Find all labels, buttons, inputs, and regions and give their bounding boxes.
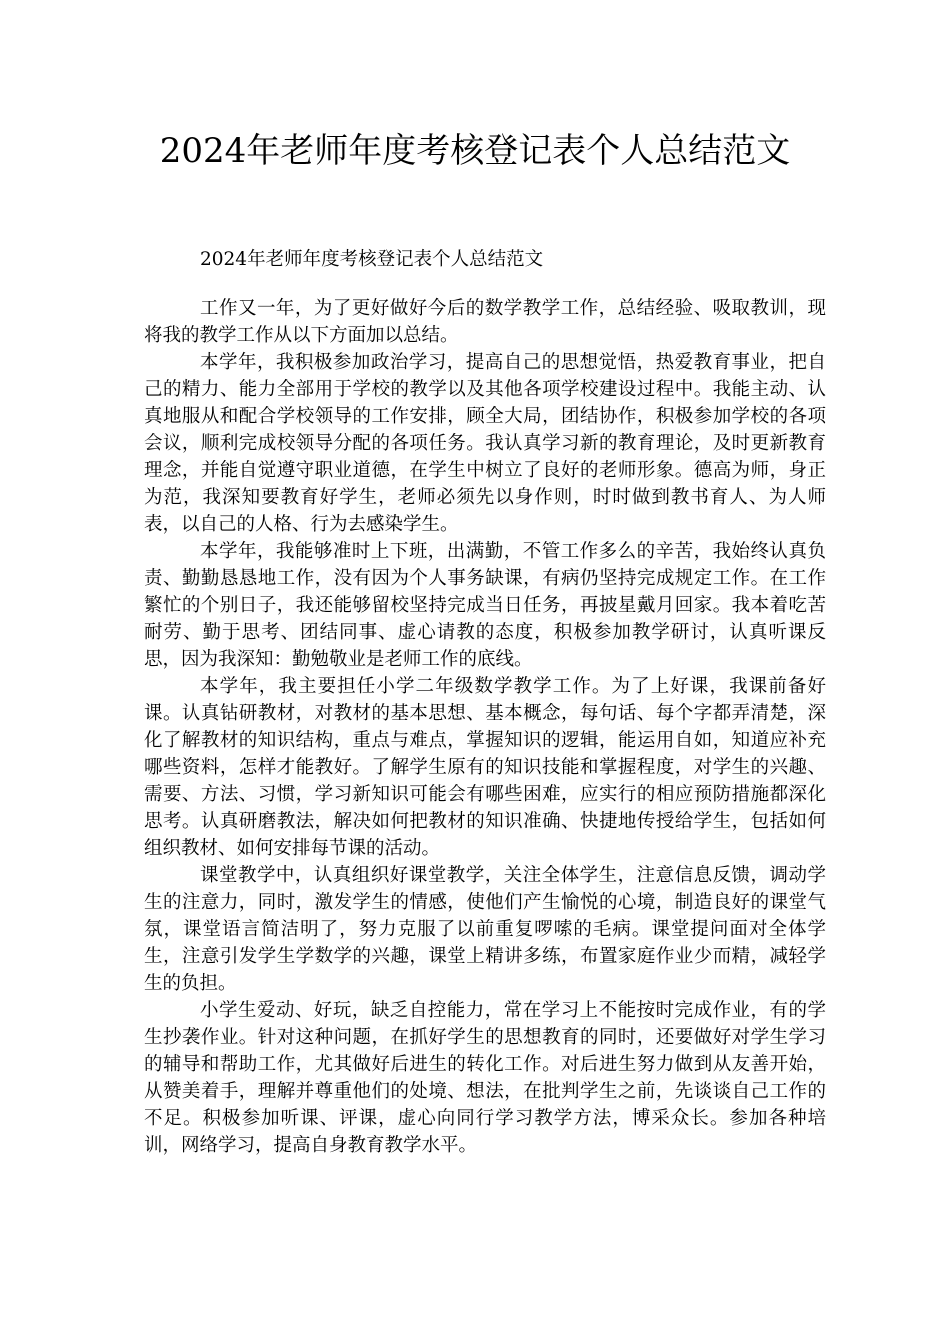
document-body <box>144 246 826 1159</box>
paragraph-student-guidance: 小学生爱动、好玩，缺乏自控能力，常在学习上不能按时完成作业，有的学生抄袭作业。针对这种问题，在抓好学生的思想教育的同时，还要做好对学生学习的辅导和帮助工作，尤其做好后进生的转化工作。对后进生努力做到从友善开始，从赞美着手，理解并尊重他们的处境、想法，在批判学生之前，先谈谈自己工作的不足。积极参加听课、评课，虚心向同行学习教学方法，博采众长。参加各种培训，网络学习，提高自身教育教学水平。 <box>144 1000 826 1156</box>
paragraph-political-study: 本学年，我积极参加政治学习，提高自己的思想觉悟，热爱教育事业，把自己的精力、能力全部用于学校的教学以及其他各项学校建设过程中。我能主动、认真地服从和配合学校领导的工作安排，顾全大局，团结协作，积极参加学校的各项会议，顺利完成校领导分配的各项任务。我认真学习新的教育理论，及时更新教育理念，并能自觉遵守职业道德，在学生中树立了良好的老师形象。德高为师，身正为范，我深知要教育好学生，老师必须先以身作则，时时做到教书育人、为人师表，以自己的人格、行为去感染学生。 <box>144 352 826 535</box>
paragraph-attendance: 本学年，我能够准时上下班，出满勤，不管工作多么的辛苦，我始终认真负责、勤勤恳恳地工作，没有因为个人事务缺课，有病仍坚持完成规定工作。在工作繁忙的个别日子，我还能够留校坚持完成当日任务，再披星戴月回家。我本着吃苦耐劳、勤于思考、团结同事、虚心请教的态度，积极参加教学研讨，认真听课反思，因为我深知：勤勉敬业是老师工作的底线。 <box>144 541 826 670</box>
paragraph-lesson-prep: 本学年，我主要担任小学二年级数学教学工作。为了上好课，我课前备好课。认真钻研教材，对教材的基本思想、基本概念，每句话、每个字都弄清楚，深化了解教材的知识结构，重点与难点，掌握知识的逻辑，能运用自如，知道应补充哪些资料，怎样才能教好。了解学生原有的知识技能和掌握程度，对学生的兴趣、需要、方法、习惯，学习新知识可能会有哪些困难，应实行的相应预防措施都深化思考。认真研磨教法，解决如何把教材的知识准确、快捷地传授给学生，包括如何组织教材、如何安排每节课的活动。 <box>144 676 826 859</box>
paragraph-intro: 工作又一年，为了更好做好今后的数学教学工作，总结经验、吸取教训，现将我的教学工作从以下方面加以总结。 <box>144 298 826 346</box>
document-subtitle: 2024年老师年度考核登记表个人总结范文 <box>200 249 544 270</box>
document-title: 2024年老师年度考核登记表个人总结范文 <box>159 131 791 171</box>
paragraph-classroom-teaching: 课堂教学中，认真组织好课堂教学，关注全体学生，注意信息反馈，调动学生的注意力，同时，激发学生的情感，使他们产生愉悦的心境，制造良好的课堂气氛，课堂语言简洁明了，努力克服了以前重复啰嗦的毛病。课堂提问面对全体学生，注意引发学生学数学的兴趣，课堂上精讲多练，布置家庭作业少而精，减轻学生的负担。 <box>144 865 826 994</box>
